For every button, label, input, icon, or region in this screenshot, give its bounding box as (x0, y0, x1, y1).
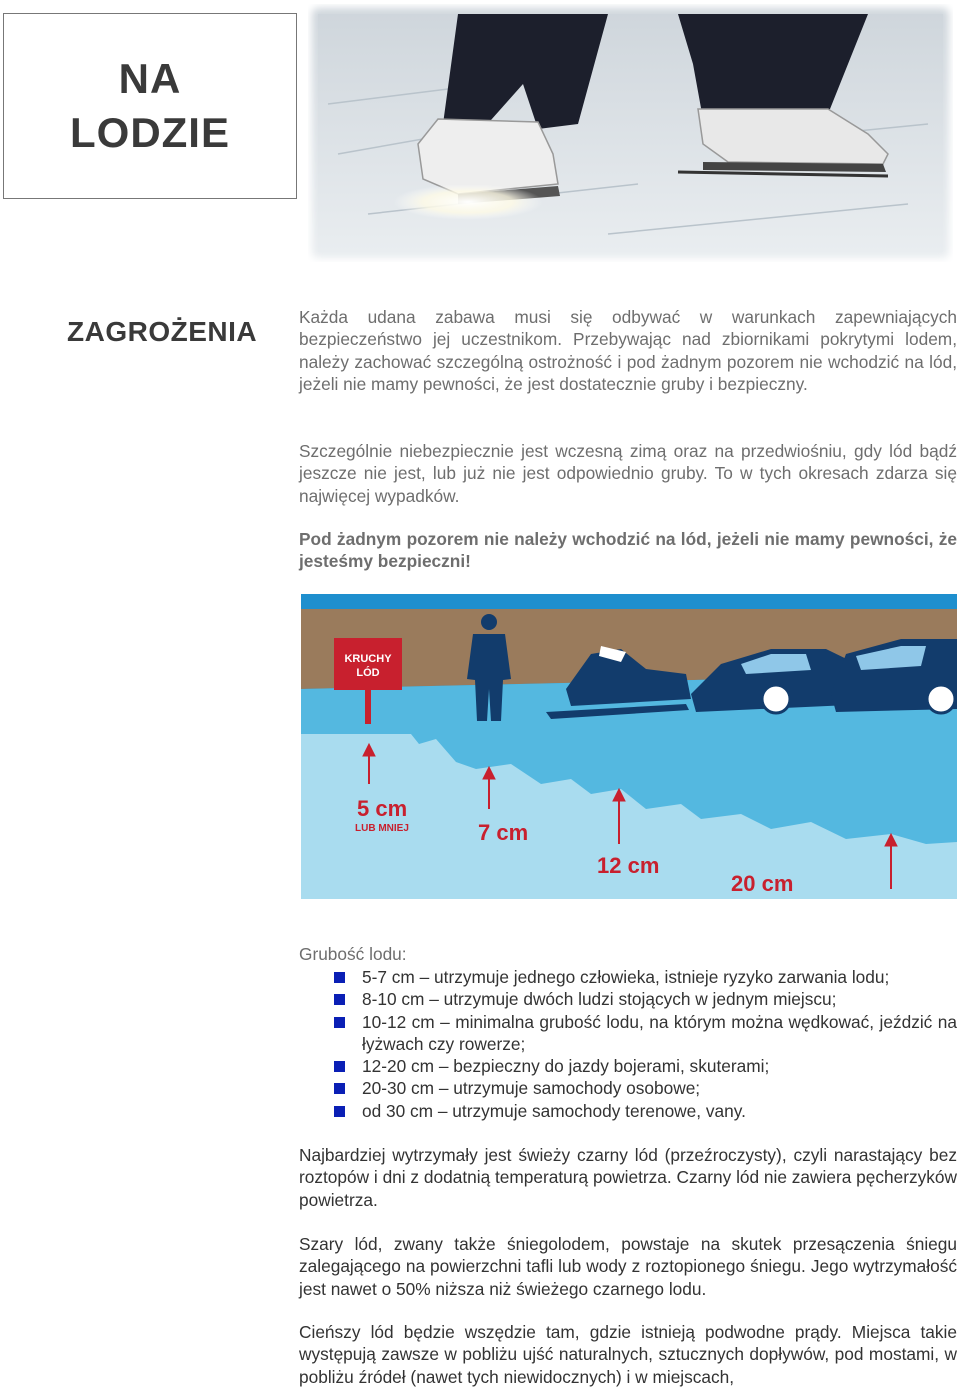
ice-skates-photo (308, 4, 953, 262)
thickness-list (299, 966, 957, 1122)
bullet-icon (334, 1061, 345, 1072)
bullet-icon (334, 994, 345, 1005)
label-5cm-sub: LUB MNIEJ (355, 823, 409, 834)
sign-text-line-1: KRUCHY (344, 653, 392, 665)
page-title-line-2: LODZIE (70, 109, 230, 156)
list-item: 20-30 cm – utrzymuje samochody osobowe; (299, 1077, 957, 1099)
bullet-icon (334, 1106, 345, 1117)
intro-paragraph: Każda udana zabawa musi się odbywać w warunkach zapewniających bezpieczeństwo jej uczestnikom. Przebywając nad zbiornikami pokrytymi lodem, należy zachować szczególną ostrożność i pod żadnym pozorem nie wchodzić na lód, jeżeli nie mamy pewności, że jest dostatecznie gruby i bezpieczny. (299, 307, 957, 394)
ice-thickness-diagram (301, 594, 957, 899)
thin-ice-paragraph: Cieńszy lód będzie wszędzie tam, gdzie istnieją podwodne prądy. Miejsca takie występują zawsze w pobliżu ujść naturalnych, sztucznych dopływów, pod mostami, w pobliżu źródeł (nawet tych niewidocznych) i w miejscach, (299, 1322, 957, 1387)
list-item: 12-20 cm – bezpieczny do jazdy bojerami, skuterami; (299, 1055, 957, 1077)
danger-season-paragraph: Szczególnie niebezpiecznie jest wczesną zimą oraz na przedwiośniu, gdy lód bądź jeszcze nie jest, lub już nie jest odpowiednio gruby. To w tych okresach zdarza się najwięcej wypadków. (299, 441, 957, 506)
label-7cm: 7 cm (478, 820, 529, 845)
black-ice-paragraph: Najbardziej wytrzymały jest świeży czarny lód (przeźroczysty), czyli narastający bez roztopów i dni z dodatnią temperaturą powietrza. Czarny lód nie zawiera pęcherzyków powietrza. (299, 1145, 957, 1210)
label-20cm: 20 cm (731, 871, 794, 896)
section-heading: ZAGROŻENIA (67, 316, 258, 347)
label-5cm: 5 cm (357, 796, 408, 821)
bullet-icon (334, 972, 345, 983)
bullet-icon (334, 1083, 345, 1094)
title-box (3, 13, 297, 199)
bullet-icon (334, 1017, 345, 1028)
thickness-list-title: Grubość lodu: (299, 944, 407, 964)
sign-text-line-2: LÓD (356, 667, 380, 679)
list-item: 5-7 cm – utrzymuje jednego człowieka, istnieje ryzyko zarwania lodu; (299, 966, 957, 988)
grey-ice-paragraph: Szary lód, zwany także śniegolodem, powstaje na skutek przesączenia śniegu zalegającego na powierzchni tafli lub wody z roztopionego śniegu. Jego wytrzymałość jest nawet o 50% niższa niż świeżego czarnego lodu. (299, 1234, 957, 1299)
list-item: 8-10 cm – utrzymuje dwóch ludzi stojących w jednym miejscu; (299, 988, 957, 1010)
list-item: od 30 cm – utrzymuje samochody terenowe, vany. (299, 1100, 957, 1122)
label-12cm: 12 cm (597, 853, 660, 878)
warning-paragraph: Pod żadnym pozorem nie należy wchodzić na lód, jeżeli nie mamy pewności, że jesteśmy bezpieczni! (299, 529, 957, 572)
list-item: 10-12 cm – minimalna grubość lodu, na którym można wędkować, jeździć na łyżwach czy rowerze; (299, 1011, 957, 1056)
page-title-line-1: NA (118, 55, 182, 102)
